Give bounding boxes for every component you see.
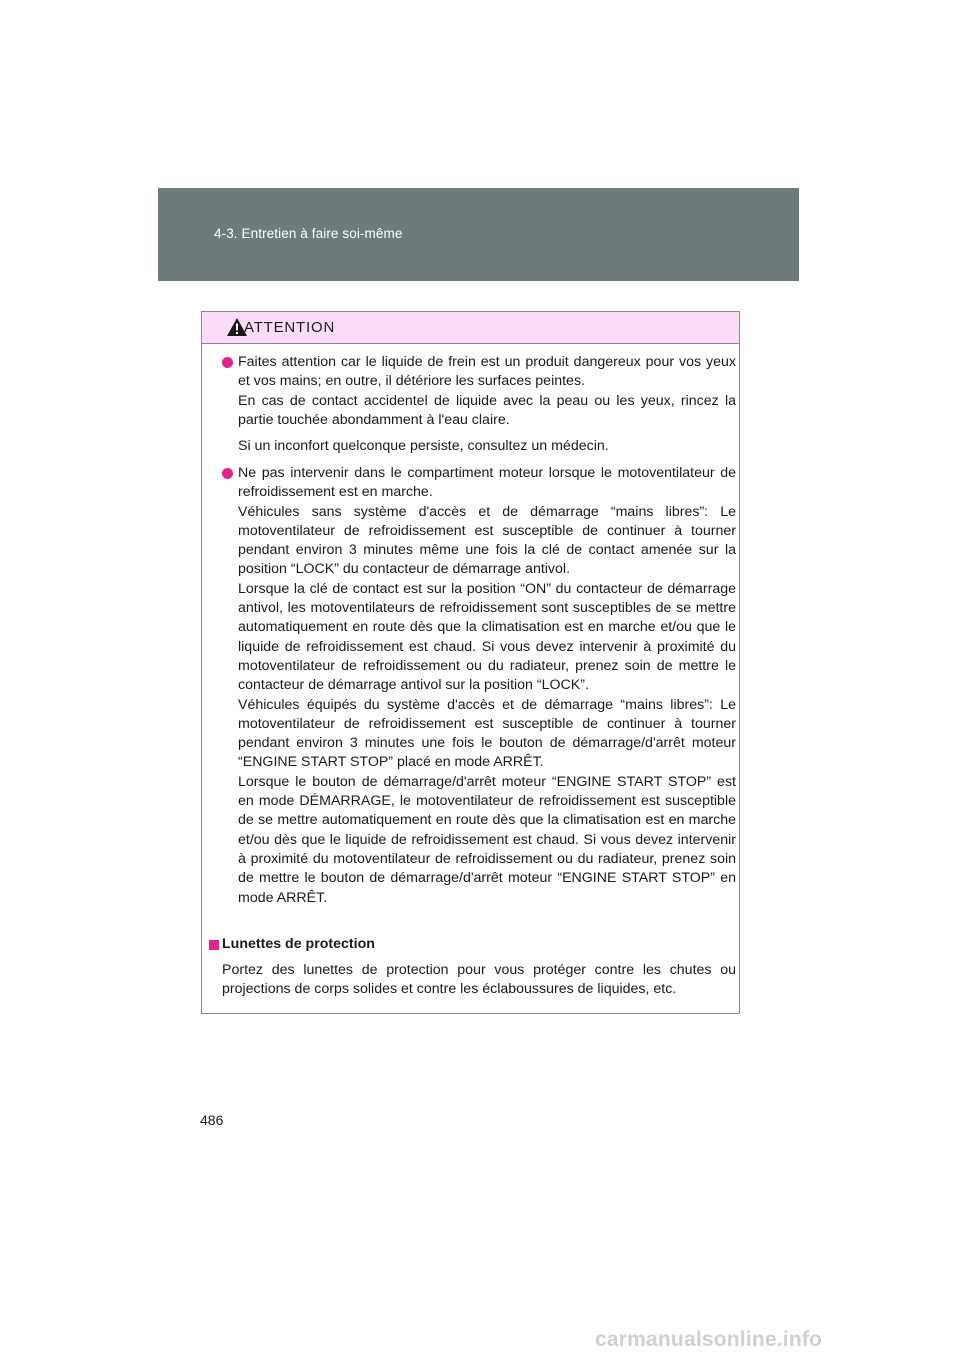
- bullet-dot-icon: [222, 357, 233, 368]
- paragraph: En cas de contact accidentel de liquide avec la peau ou les yeux, rincez la partie touchée abondamment à l'eau claire.: [238, 392, 736, 428]
- square-bullet-icon: [209, 940, 219, 950]
- paragraph: Véhicules équipés du système d'accès et de démarrage “mains libres”: Le motoventilateur de refroidissement est susceptible de continuer à tourner pendant environ 3 minutes une fois le bouton de démarrage/d'arrêt moteur “ENGINE START STOP” placé en mode ARRÊT.: [238, 696, 736, 771]
- section-header-band: [158, 188, 799, 281]
- paragraph: Lorsque la clé de contact est sur la position “ON” du contacteur de démarrage antivol, les motoventilateurs de refroidissement sont susceptibles de se mettre automatiquement en route dès que la climatisation est en marche et/ou que le liquide de refroidissement est chaud. Si vous devez intervenir à proximité du motoventilateur de refroidissement ou du radiateur, prenez soin de mettre le contacteur de démarrage antivol sur la position “LOCK”.: [238, 580, 736, 694]
- watermark: carmanualsonline.info: [595, 1328, 823, 1351]
- subsection-text: Portez des lunettes de protection pour vous protéger contre les chutes ou projections de corps solides et contre les éclaboussures de liquides, etc.: [222, 962, 736, 998]
- page-number: 486: [200, 1112, 224, 1128]
- subsection-heading: Lunettes de protection: [222, 936, 375, 952]
- warning-title: ATTENTION: [244, 319, 336, 336]
- bullet-dot-icon: [222, 468, 233, 479]
- paragraph: Si un inconfort quelconque persiste, consultez un médecin.: [238, 438, 609, 455]
- paragraph: Véhicules sans système d'accès et de démarrage “mains libres”: Le motoventilateur de refroidissement est susceptible de continuer à tourner pendant environ 3 minutes même une fois la clé de contact amenée sur la position “LOCK” du contacteur de démarrage antivol.: [238, 503, 736, 578]
- section-title: 4-3. Entretien à faire soi-même: [214, 226, 403, 241]
- warning-box: [201, 311, 740, 1014]
- paragraph: Lorsque le bouton de démarrage/d'arrêt moteur “ENGINE START STOP” est en mode DÉMARRAGE, le motoventilateur de refroidissement est susceptible de se mettre automatiquement en route dès que la climatisation est en marche et/ou dès que le liquide de refroidissement est chaud. Si vous devez intervenir à proximité du motoventilateur de refroidissement ou du radiateur, prenez soin de mettre le bouton de démarrage/d'arrêt moteur “ENGINE START STOP” en mode ARRÊT.: [238, 773, 736, 906]
- warning-header: [202, 312, 739, 344]
- paragraph: Ne pas intervenir dans le compartiment moteur lorsque le motoventilateur de refroidissement est en marche.: [238, 465, 736, 501]
- paragraph: Faites attention car le liquide de frein est un produit dangereux pour vos yeux et vos mains; en outre, il détériore les surfaces peintes.: [238, 354, 736, 390]
